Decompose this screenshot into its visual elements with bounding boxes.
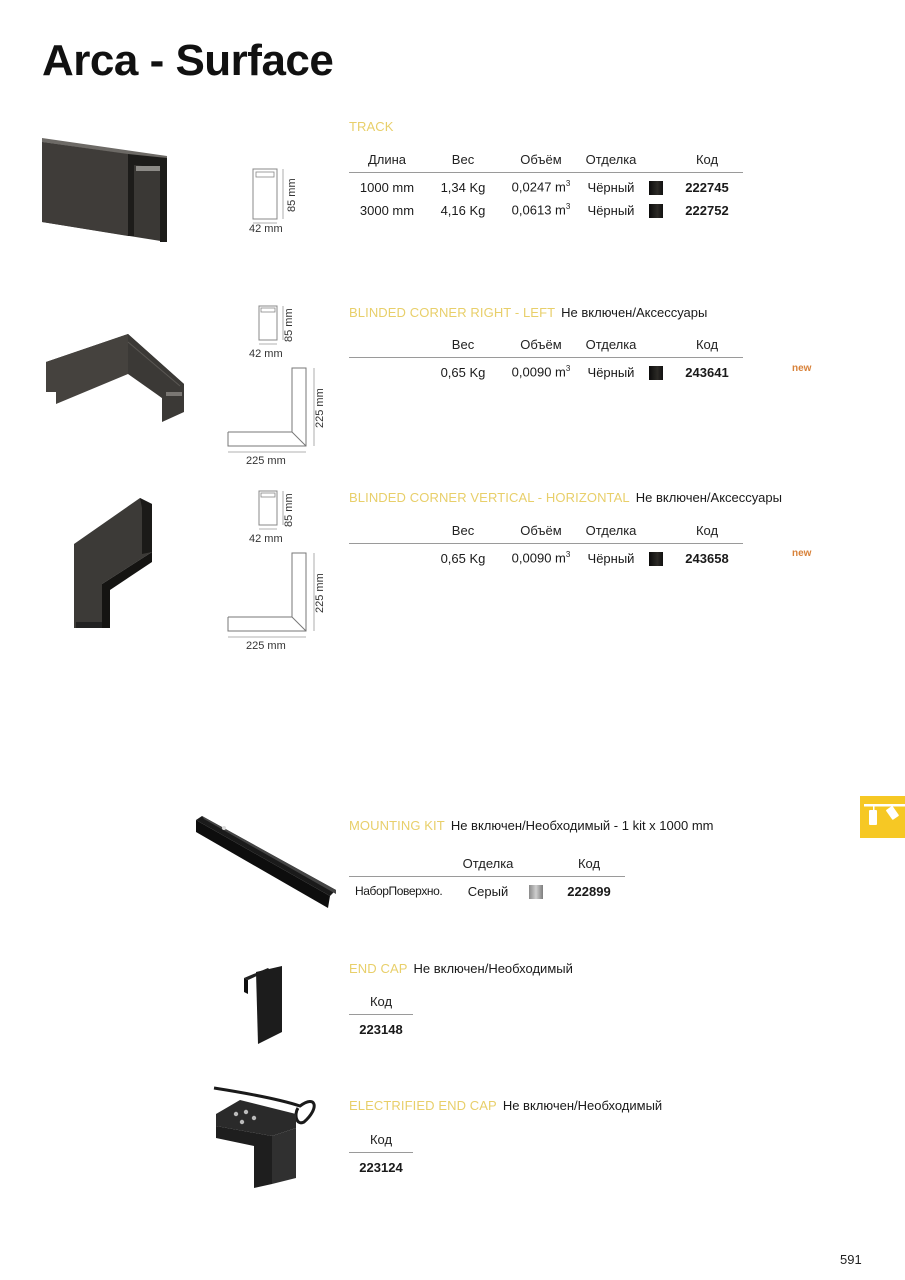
track-height-dim: 85 mm xyxy=(286,178,298,212)
finish-swatch-grey xyxy=(529,885,543,899)
electrified-end-cap-spec-table: Код 223124 xyxy=(349,1130,413,1176)
corner-vh-arm-drawing xyxy=(226,551,316,639)
product-code: 222899 xyxy=(567,883,611,899)
col-finish: Отделка xyxy=(581,150,641,173)
mounting-kit-spec-table: Отделка Код НаборПоверхно. Серый 222899 xyxy=(349,854,625,900)
section-title-corner-right-left: BLINDED CORNER RIGHT - LEFT Не включен/Аксессуары xyxy=(349,305,708,320)
product-code: 243641 xyxy=(685,364,729,380)
corner-rl-arm-width-dim: 225 mm xyxy=(246,455,286,467)
corner-rl-spec-table: Вес Объём Отделка Код 0,65 Kg 0,0090 $m^3$ Чёрный 243641 xyxy=(349,335,743,381)
table-row xyxy=(349,1153,413,1177)
corner-rl-height-dim: 85 mm xyxy=(283,308,295,342)
track-width-dim: 42 mm xyxy=(249,223,283,235)
product-code: 223148 xyxy=(359,1021,403,1037)
mounting-kit-product-image xyxy=(196,816,336,912)
corner-rl-arm-drawing xyxy=(226,366,316,454)
section-title-track: TRACK xyxy=(349,119,394,134)
track-spotlight-icon xyxy=(860,796,905,838)
col-code: Код xyxy=(671,150,743,173)
end-cap-product-image xyxy=(238,964,288,1048)
corner-vh-arm-height-dim: 225 mm xyxy=(314,573,326,613)
end-cap-spec-table: Код 223148 xyxy=(349,992,413,1038)
table-row xyxy=(349,1015,413,1039)
page-number: 591 xyxy=(840,1252,862,1267)
product-code: 223124 xyxy=(359,1159,403,1175)
col-weight: Вес xyxy=(425,150,501,173)
new-badge: new xyxy=(792,548,812,559)
corner-vh-arm-width-dim: 225 mm xyxy=(246,640,286,652)
track-spec-table xyxy=(349,150,743,219)
electrified-end-cap-product-image xyxy=(212,1084,322,1188)
col-volume: Объём xyxy=(501,150,581,173)
new-badge: new xyxy=(792,363,812,374)
table-row: 3000 mm 4,16 Kg 0,0613 $m^3$ Чёрный 222752 xyxy=(349,196,743,219)
finish-swatch-black xyxy=(649,366,663,380)
corner-vertical-horizontal-product-image xyxy=(72,496,158,630)
corner-vh-height-dim: 85 mm xyxy=(283,493,295,527)
table-row: НаборПоверхно. Серый 222899 xyxy=(349,877,625,901)
col-length: Длина xyxy=(349,150,425,173)
track-product-image xyxy=(42,138,170,246)
product-code: 243658 xyxy=(685,550,729,566)
corner-rl-arm-height-dim: 225 mm xyxy=(314,388,326,428)
corner-vh-width-dim: 42 mm xyxy=(249,533,283,545)
corner-right-left-product-image xyxy=(44,332,189,424)
col-swatch xyxy=(641,150,671,173)
category-tab[interactable] xyxy=(860,796,905,838)
section-title-electrified-end-cap: ELECTRIFIED END CAP Не включен/Необходимый xyxy=(349,1098,663,1113)
finish-swatch-black xyxy=(649,552,663,566)
table-row: 1000 mm 1,34 Kg 0,0247 $m^3$ Чёрный 222745 xyxy=(349,173,743,197)
corner-rl-width-dim: 42 mm xyxy=(249,348,283,360)
page-title: Arca - Surface xyxy=(42,36,334,85)
section-title-mounting-kit: MOUNTING KIT Не включен/Необходимый - 1 kit x 1000 mm xyxy=(349,818,714,833)
product-code: 222745 xyxy=(685,179,729,195)
finish-swatch-black xyxy=(649,204,663,218)
finish-swatch-black xyxy=(649,181,663,195)
section-title-end-cap: END CAP Не включен/Необходимый xyxy=(349,961,573,976)
corner-vh-spec-table: Вес Объём Отделка Код 0,65 Kg 0,0090 $m^3$ Чёрный 243658 xyxy=(349,521,743,567)
table-row: 0,65 Kg 0,0090 $m^3$ Чёрный 243641 xyxy=(349,358,743,382)
product-code: 222752 xyxy=(685,202,729,218)
table-row: 0,65 Kg 0,0090 $m^3$ Чёрный 243658 xyxy=(349,544,743,568)
section-title-corner-vertical-horizontal: BLINDED CORNER VERTICAL - HORIZONTAL Не включен/Аксессуары xyxy=(349,490,782,505)
